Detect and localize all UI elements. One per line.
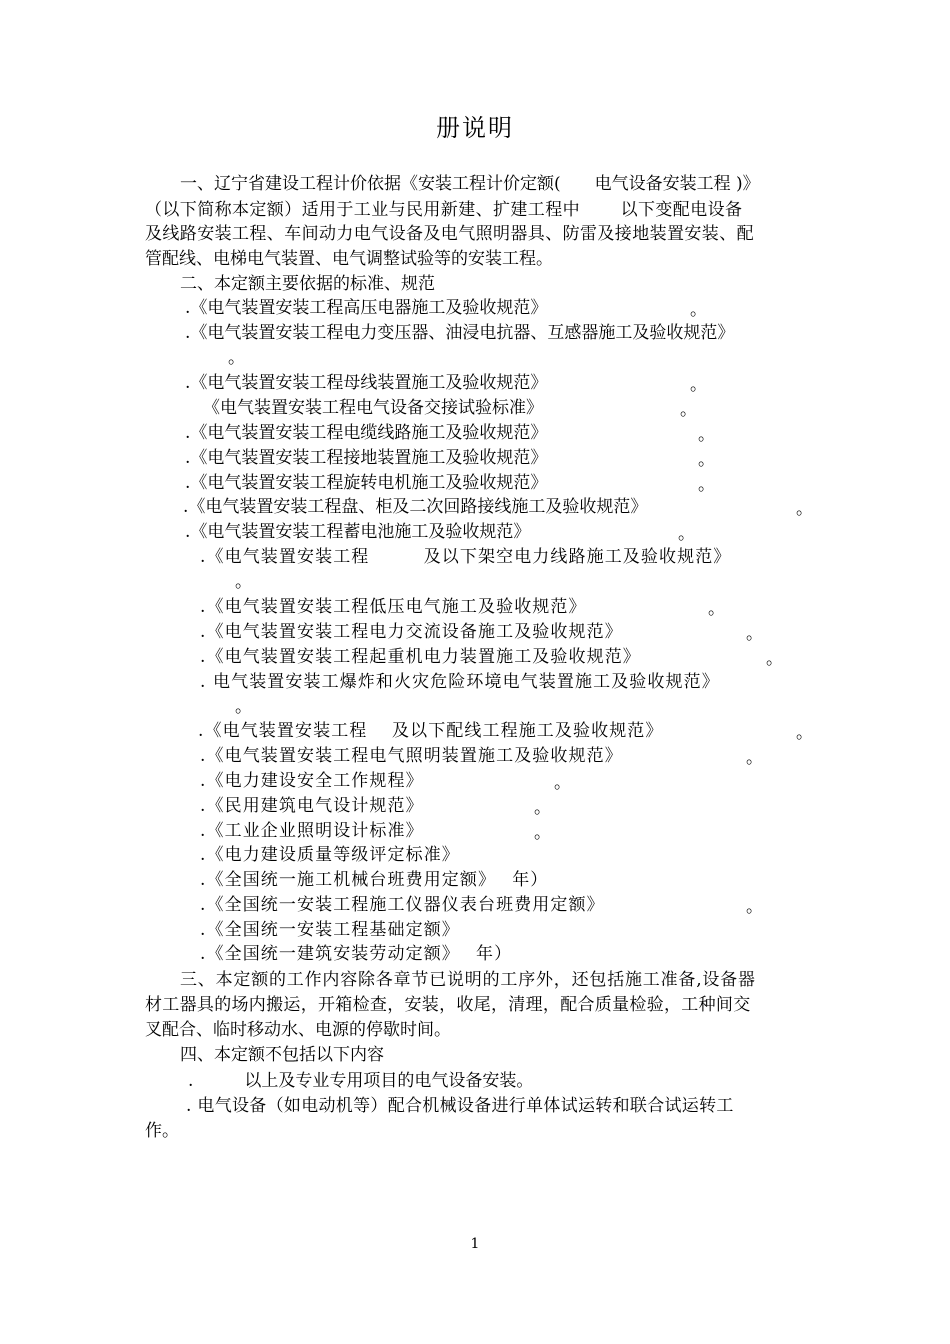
- item-period: 。: [698, 475, 715, 495]
- standard-item: .《全国统一安装工程施工仪器仪表台班费用定额》: [200, 895, 605, 915]
- standard-item: .《电气装置安装工程接地装置施工及验收规范》: [185, 448, 548, 468]
- standard-item: .《全国统一安装工程基础定额》: [200, 920, 460, 940]
- item-period: 。: [228, 348, 245, 368]
- item-period: 。: [554, 773, 571, 793]
- para1-line3: 及线路安装工程、车间动力电气设备及电气照明器具、防雷及接地装置安装、配: [145, 224, 754, 244]
- item-period: 。: [708, 599, 725, 619]
- para1-line4: 管配线、电梯电气装置、电气调整试验等的安装工程。: [145, 249, 553, 269]
- standard-item: .《电力建设质量等级评定标准》: [200, 845, 460, 865]
- standard-item: .《电气装置安装工程盘、柜及二次回路接线施工及验收规范》: [183, 497, 648, 517]
- exclusion-item-cont: 作。: [145, 1121, 179, 1141]
- standard-item: .《民用建筑电气设计规范》: [200, 796, 424, 816]
- para3-line1: 三、本定额的工作内容除各章节已说明的工序外，还包括施工准备,设备器: [180, 970, 756, 990]
- para1-line2: （以下简称本定额）适用于工业与民用新建、扩建工程中 以下变配电设备: [145, 200, 743, 220]
- standard-item: .《电气装置安装工程高压电器施工及验收规范》: [185, 298, 548, 318]
- item-period: 。: [796, 723, 813, 743]
- standard-item: .《全国统一施工机械台班费用定额》 年）: [200, 870, 549, 890]
- standard-item: 《电气装置安装工程电气设备交接试验标准》: [203, 398, 543, 418]
- standard-item: .《工业企业照明设计标准》: [200, 821, 424, 841]
- standard-item: .《电力建设安全工作规程》: [200, 771, 424, 791]
- item-period: 。: [746, 748, 763, 768]
- para3-line2: 材工器具的场内搬运，开箱检查，安装，收尾，清理，配合质量检验，工种间交: [145, 995, 751, 1015]
- para1-line1: 一、辽宁省建设工程计价依据《安装工程计价定额( 电气设备安装工程 )》: [180, 174, 760, 194]
- exclusion-item: . 电气设备（如电动机等）配合机械设备进行单体试运转和联合试运转工: [186, 1096, 734, 1116]
- para2-heading: 二、本定额主要依据的标准、规范: [180, 274, 435, 294]
- item-period: 。: [690, 375, 707, 395]
- standard-item: .《全国统一建筑安装劳动定额》 年）: [200, 944, 513, 964]
- item-period: 。: [698, 425, 715, 445]
- standard-item: .《电气装置安装工程 及以下架空电力线路施工及验收规范》: [200, 547, 732, 567]
- item-period: 。: [796, 499, 813, 519]
- page-title: 册说明: [436, 114, 514, 142]
- item-period: 。: [698, 450, 715, 470]
- standard-item: .《电气装置安装工程低压电气施工及验收规范》: [200, 597, 587, 617]
- item-period: 。: [746, 897, 763, 917]
- exclusion-item: . 以上及专业专用项目的电气设备安装。: [188, 1071, 534, 1091]
- para3-line3: 叉配合、临时移动水、电源的停歇时间。: [145, 1020, 451, 1040]
- standard-item: . 电气装置安装工爆炸和火灾危险环境电气装置施工及验收规范》: [200, 672, 720, 692]
- item-period: 。: [534, 823, 551, 843]
- page-number: 1: [470, 1236, 480, 1252]
- item-period: 。: [746, 624, 763, 644]
- standard-item: .《电气装置安装工程电缆线路施工及验收规范》: [185, 423, 548, 443]
- standard-item: .《电气装置安装工程母线装置施工及验收规范》: [185, 373, 548, 393]
- para4-heading: 四、本定额不包括以下内容: [180, 1045, 384, 1065]
- item-period: 。: [690, 300, 707, 320]
- standard-item: .《电气装置安装工程电气照明装置施工及验收规范》: [200, 746, 623, 766]
- standard-item: .《电气装置安装工程电力交流设备施工及验收规范》: [200, 622, 623, 642]
- standard-item: .《电气装置安装工程旋转电机施工及验收规范》: [185, 473, 548, 493]
- item-period: 。: [235, 572, 252, 592]
- item-period: 。: [534, 798, 551, 818]
- standard-item: .《电气装置安装工程 及以下配线工程施工及验收规范》: [198, 721, 664, 741]
- standard-item: .《电气装置安装工程电力变压器、油浸电抗器、互感器施工及验收规范》: [185, 323, 735, 343]
- item-period: 。: [678, 524, 695, 544]
- standard-item: .《电气装置安装工程蓄电池施工及验收规范》: [185, 522, 531, 542]
- item-period: 。: [766, 649, 783, 669]
- standard-item: .《电气装置安装工程起重机电力装置施工及验收规范》: [200, 647, 641, 667]
- item-period: 。: [235, 697, 252, 717]
- item-period: 。: [680, 400, 697, 420]
